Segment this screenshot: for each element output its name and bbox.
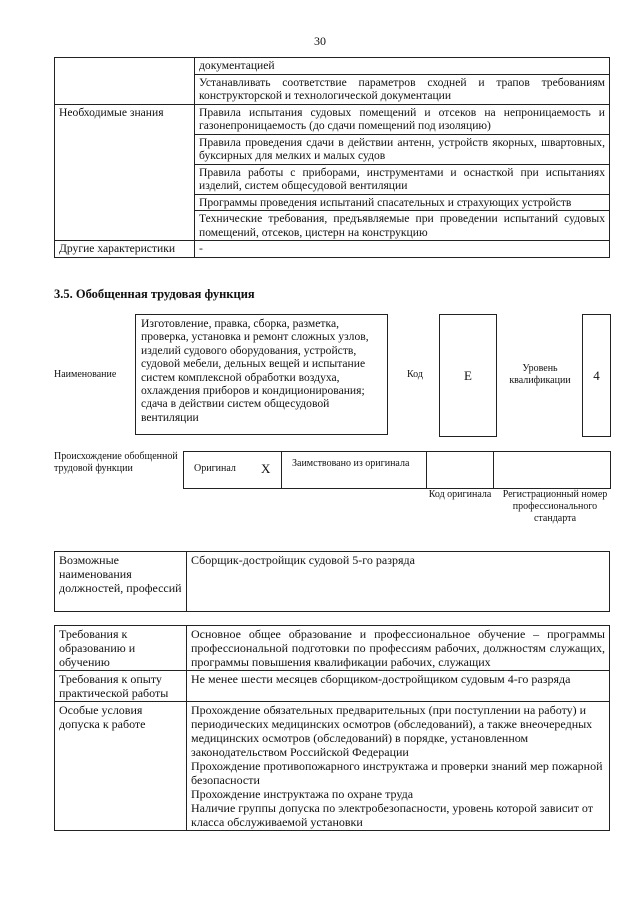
knowledge-label: Необходимые знания	[55, 104, 195, 241]
requirement-label: Особые условия допуска к работе	[55, 702, 187, 831]
reg-number-caption: Регистрационный номер профессионального стандарта	[502, 489, 608, 524]
positions-label: Возможные наименования должностей, профессий	[55, 552, 187, 612]
borrowed-label: Заимствовано из оригинала	[292, 458, 410, 469]
original-mark: X	[261, 461, 271, 476]
other-label: Другие характеристики	[55, 241, 195, 258]
other-value: -	[195, 241, 610, 258]
requirement-line: Наличие группы допуска по электробезопасности, уровень которой зависит от класса обслуживаемой установки	[191, 801, 594, 829]
requirement-line: Прохождение обязательных предварительных (при поступлении на работу) и периодических медицинских осмотров (обследований), а также внеочередных медицинских осмотров (обследований) в порядке, установленном законодательством Российской Федерации	[191, 703, 593, 759]
knowledge-cell: Технические требования, предъявляемые при проведении испытаний судовых помещений, отсеков, цистерн на конструкцию	[195, 211, 610, 241]
knowledge-table	[54, 57, 610, 258]
requirement-value: Не менее шести месяцев сборщиком-достройщиком судовым 4-го разряда	[187, 671, 610, 702]
level-value: 4	[593, 368, 600, 383]
origin-box	[183, 451, 611, 489]
requirement-label: Требования к опыту практической работы	[55, 671, 187, 702]
requirement-label: Требования к образованию и обучению	[55, 626, 187, 671]
positions-value: Сборщик-достройщик судовой 5-го разряда	[187, 552, 610, 612]
knowledge-cell: Программы проведения испытаний спасательных и страхующих устройств	[195, 194, 610, 211]
code-original-caption: Код оригинала	[428, 489, 492, 500]
level-label: Уровень квалификации	[509, 363, 571, 386]
knowledge-cell: Правила испытания судовых помещений и отсеков на непроницаемость и газонепроницаемость (до сдачи помещений под изоляцию)	[195, 104, 610, 134]
section-title: 3.5. Обобщенная трудовая функция	[54, 287, 255, 301]
knowledge-cell: Правила работы с приборами, инструментами и оснасткой при испытаниях изделий, систем общесудовой вентиляции	[195, 164, 610, 194]
name-value: Изготовление, правка, сборка, разметка, проверка, установка и ремонт сложных узлов, изделий судового оборудования, устройств, судовой мебели, дельных вещей и испытание систем комплексной обработки воздуха, охлаждения приборов и кондиционирования; сдача в действии систем общесудовой вентиляции	[135, 314, 388, 435]
requirement-value-list	[187, 702, 610, 831]
code-box	[439, 314, 497, 437]
origin-label: Происхождение обобщенной трудовой функции	[54, 451, 178, 474]
knowledge-cell: Правила проведения сдачи в действии антенн, устройств якорных, швартовных, буксирных для мелких и малых судов	[195, 134, 610, 164]
requirements-table	[54, 625, 610, 831]
level-box	[582, 314, 611, 437]
requirement-value: Основное общее образование и профессиональное обучение – программы профессиональной подготовки по профессиям рабочих, должностям служащих, программы повышения квалификации рабочих, служащих	[187, 626, 610, 671]
empty-label-cell	[55, 58, 195, 105]
page-number: 30	[314, 34, 326, 48]
name-label: Наименование	[54, 369, 117, 380]
knowledge-cell: Устанавливать соответствие параметров сходней и трапов требованиям конструкторской и технологической документации	[195, 74, 610, 104]
requirement-line: Прохождение противопожарного инструктажа и проверки знаний мер пожарной безопасности	[191, 759, 603, 787]
code-value: E	[464, 368, 472, 383]
code-label: Код	[407, 369, 423, 380]
positions-table	[54, 551, 610, 612]
requirement-line: Прохождение инструктажа по охране труда	[191, 787, 414, 801]
original-label: Оригинал	[194, 463, 236, 474]
knowledge-cell: документацией	[195, 58, 610, 75]
